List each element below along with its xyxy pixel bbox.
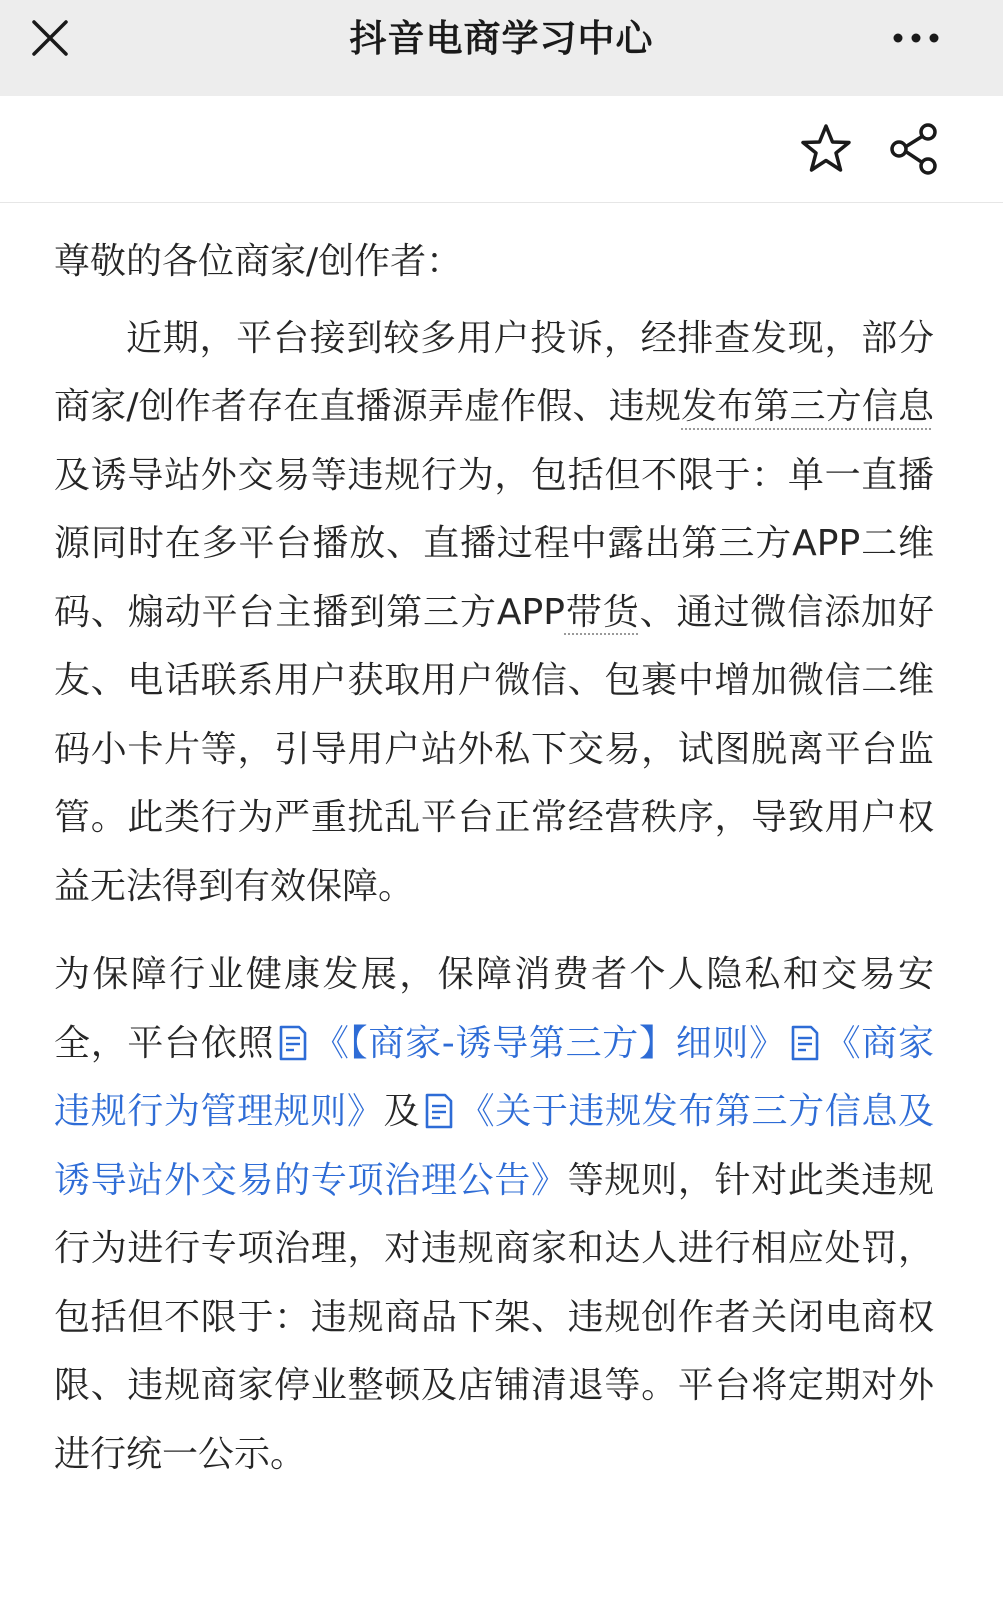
share-icon [884,120,944,178]
document-icon [790,1016,820,1052]
article-paragraph-2 [54,941,934,1489]
star-icon [796,120,856,178]
paragraph-text: 及诱导站外交易等违规行为，包括但不限于：单一直播源同时在多平台播放、直播过程中露出第三方APP二维码、煽动平台主播到第三方APP [54,454,934,633]
paragraph-text: 近期，平台接到较多用户投诉，经排查发现，部分商家/创作者存在直播源弄虚作假、违规 [54,317,934,427]
article-action-bar [0,96,1003,203]
paragraph-text: 及 [383,1091,421,1132]
more-dots-icon [888,20,944,56]
article-body [54,228,934,1489]
document-icon [278,1016,308,1052]
paragraph-text: 、通过微信添加好友、电话联系用户获取用户微信、包裹中增加微信二维码小卡片等，引导用户站外私下交易，试图脱离平台监管。此类行为严重扰乱平台正常经营秩序，导致用户权益无法得到有效保障。 [54,591,934,907]
top-navigation-bar [0,0,1003,96]
share-button[interactable] [884,120,944,178]
page-title: 抖音电商学习中心 [349,17,654,60]
article-paragraph-1 [54,305,934,922]
more-options-button[interactable] [888,20,944,56]
rule-link-inducement-third-party[interactable]: 《【商家-诱导第三方】细则》 [312,1022,786,1064]
paragraph-text: 为保障行业健康发展，保障消费者个人隐私和交易安全，平台依照 [54,954,934,1064]
article-greeting: 尊敬的各位商家/创作者： [54,241,463,282]
paragraph-text: 等规则，针对此类违规行为进行专项治理，对违规商家和达人进行相应处罚，包括但不限于：违规商品下架、违规创作者关闭电商权限、违规商家停业整顿及店铺清退等。平台将定期对外进行统一公示。 [54,1159,934,1475]
document-icon [424,1084,454,1120]
highlighted-term[interactable]: 带货 [564,591,640,633]
favorite-button[interactable] [796,120,856,178]
rule-link-merchant-violation-management[interactable]: 《商家违规行为管理规则》 [54,1022,934,1132]
highlighted-term[interactable]: 发布第三方信息 [681,386,934,427]
rule-link-special-governance-notice[interactable]: 《关于违规发布第三方信息及诱导站外交易的专项治理公告》 [54,1091,934,1201]
